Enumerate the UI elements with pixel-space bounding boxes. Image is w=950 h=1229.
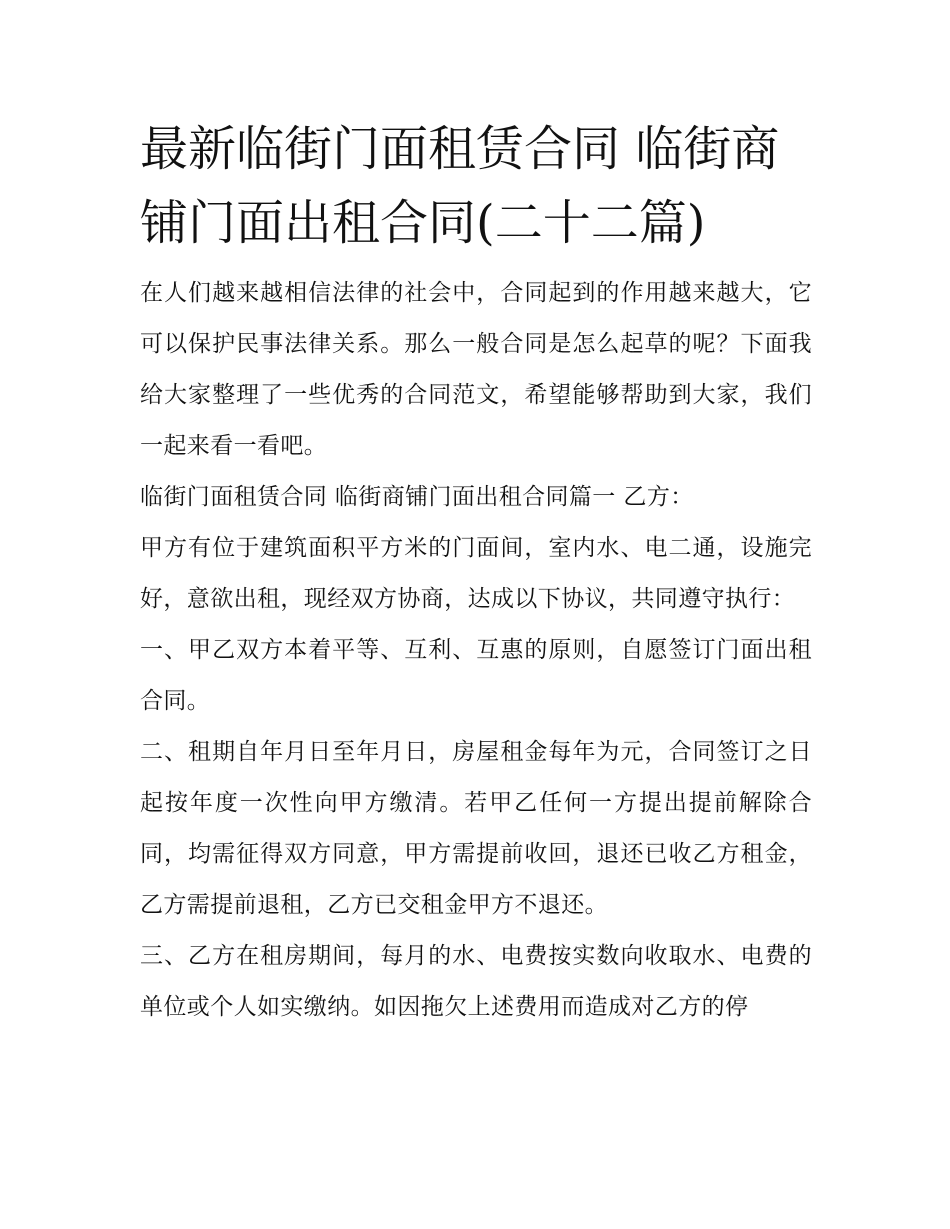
document-page — [140, 112, 812, 1033]
document-body — [140, 268, 812, 1033]
body-paragraph: 甲方有位于建筑面积平方米的门面间，室内水、电二通，设施完好，意欲出租，现经双方协商，达成以下协议，共同遵守执行： — [140, 535, 812, 612]
title-line-1: 最新临街门面租赁合同 临街商 — [140, 121, 780, 177]
document-title — [140, 112, 812, 260]
clause-1: 一、甲乙双方本着平等、互利、互惠的原则，自愿签订门面出租合同。 — [140, 637, 812, 714]
clause-3: 三、乙方在租房期间，每月的水、电费按实数向收取水、电费的单位或个人如实缴纳。如因拖欠上述费用而造成对乙方的停 — [140, 943, 812, 1020]
title-line-2: 铺门面出租合同(二十二篇) — [140, 195, 706, 251]
intro-paragraph: 在人们越来越相信法律的社会中，合同起到的作用越来越大，它可以保护民事法律关系。那么一般合同是怎么起草的呢？下面我给大家整理了一些优秀的合同范文，希望能够帮助到大家，我们一起来看一看吧。 — [140, 280, 812, 459]
section-heading: 临街门面租赁合同 临街商铺门面出租合同篇一 乙方： — [140, 484, 694, 510]
clause-2: 二、租期自年月日至年月日，房屋租金每年为元，合同签订之日起按年度一次性向甲方缴清。若甲乙任何一方提出提前解除合同，均需征得双方同意，甲方需提前收回，退还已收乙方租金，乙方需提前退租，乙方已交租金甲方不退还。 — [140, 739, 812, 918]
